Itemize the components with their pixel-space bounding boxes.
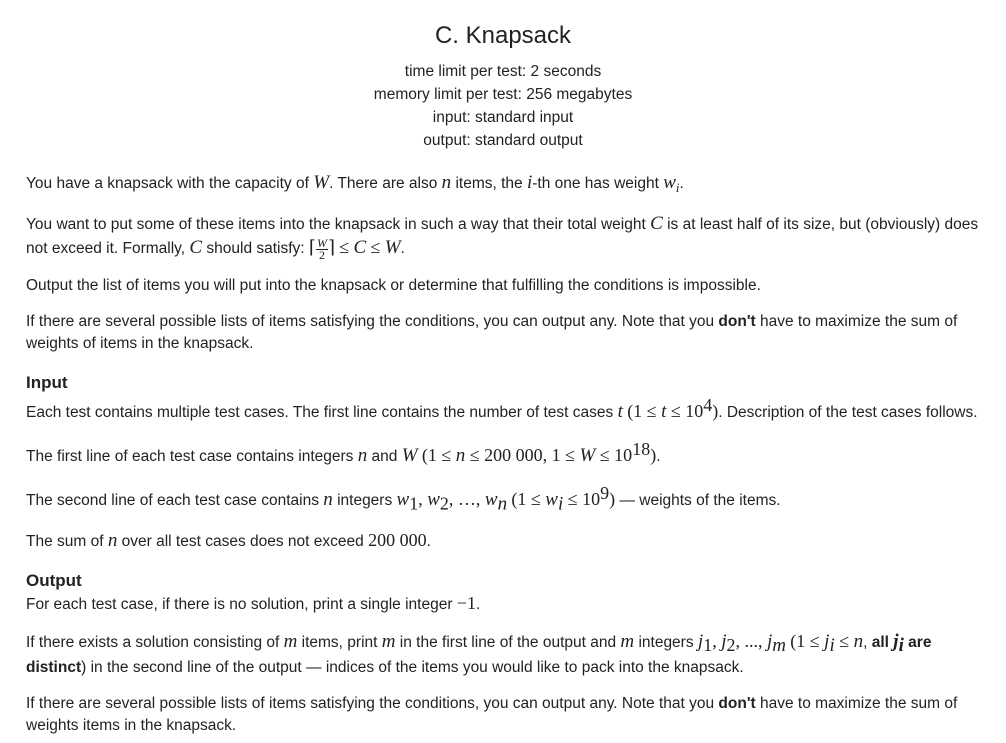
statement-paragraph-3: Output the list of items you will put into the knapsack or determine that fulfilling the conditions is impossible.	[26, 276, 761, 294]
math-expr: ≤ 10	[595, 444, 633, 465]
text: integers	[634, 634, 698, 652]
memory-limit: memory limit per test: 256 megabytes	[373, 86, 633, 103]
output-paragraph-2: If there exists a solution consisting of m items, print m in the first line of the output and m integers $j_1$, $j_2$, ..., $j_m$ ($1 \le j_i \le n$, all $j_i$ are distinct) in the second line of the output — indices of the items you would like to pack into the knapsack.	[26, 631, 932, 677]
frac-den: 2	[318, 247, 325, 262]
input-paragraph-3: The second line of each test case contains n integers $w_1$, $w_2$, …, $w_n$ $(1 \le w_i \le 10^9)$ — weights of the items.	[26, 482, 781, 515]
text: have to maximize the sum of weights items in the knapsack.	[26, 695, 958, 735]
math-var: m	[620, 631, 635, 653]
text: Each test contains multiple test cases. The first line contains the number of test cases	[26, 403, 618, 421]
math-sub: n	[497, 493, 508, 515]
math-var: W	[313, 172, 330, 193]
math-var: W	[401, 444, 418, 466]
math-sup: 9	[600, 482, 610, 503]
text: You want to put some of these items into the knapsack in such a way that their total weight	[26, 216, 651, 234]
math-var: w	[663, 172, 676, 193]
input-file: input: standard input	[432, 109, 574, 126]
input-paragraph-4: The sum of n over all test cases does not exceed 200 000.	[26, 530, 431, 552]
input-paragraph-1	[26, 394, 996, 424]
text: The first line of each test case contains integers	[26, 447, 358, 465]
statement-paragraph-2: You want to put some of these items into the knapsack in such a way that their total weight C is at least half of its size, but (obviously) does not exceed it. Formally, C should satisfy: ⌈ $\frac{W}{2}$ ⌉ ≤ C ≤ W.	[26, 213, 979, 262]
output-paragraph-3	[26, 693, 996, 737]
math-var: w	[396, 488, 410, 510]
math-var: t	[617, 400, 623, 422]
math-expr: ≤	[834, 631, 854, 652]
output-paragraph-1: For each test case, if there is no solution, print a single integer −1.	[26, 593, 481, 614]
input-heading: Input	[26, 372, 68, 392]
math-var: m	[381, 631, 396, 653]
text: over all test cases does not exceed	[117, 533, 369, 551]
math-expr: )	[609, 488, 616, 509]
math-expr: ≤ 10	[666, 400, 704, 421]
math-var: j	[766, 631, 773, 653]
text: in the first line of the output and	[395, 634, 621, 652]
text: integers	[332, 491, 397, 509]
text: . Description of the test cases follows.	[718, 403, 978, 421]
math-op: ≤	[339, 237, 350, 258]
text: If there are several possible lists of items satisfying the conditions, you can output any. Note that you	[26, 695, 719, 713]
math-var: W	[384, 237, 401, 259]
math-expr: )	[650, 444, 657, 465]
math-var: w	[427, 488, 440, 510]
output-file: output: standard output	[423, 132, 583, 149]
math-sub: i	[557, 493, 564, 515]
math-sub: i	[675, 180, 680, 196]
math-sub: i	[829, 635, 835, 657]
text: You have a knapsack with the capacity of	[26, 175, 314, 192]
text: For each test case, if there is no solution, print a single integer	[26, 596, 457, 614]
math-sup: 18	[632, 438, 651, 459]
math-var: n	[357, 444, 368, 466]
output-heading: Output	[26, 571, 82, 591]
math-expr: ,	[712, 631, 722, 652]
text: The sum of	[26, 533, 108, 551]
math-var: n	[107, 530, 118, 552]
problem-header	[0, 0, 1006, 152]
text: If there are several possible lists of items satisfying the conditions, you can output any. Note that you	[26, 312, 719, 330]
math-sub: i	[898, 635, 904, 657]
math-var: j	[721, 631, 727, 653]
text: items, the	[451, 175, 527, 192]
math-var: i	[526, 172, 533, 193]
statement-paragraph-4	[26, 311, 996, 355]
math-var: W	[579, 444, 596, 466]
math-expr: ≤ 200 000, 1 ≤	[465, 444, 580, 465]
problem-title: C. Knapsack	[434, 22, 572, 49]
math-expr: (1 ≤	[421, 444, 456, 465]
text: . There are also	[329, 175, 442, 192]
emphasis: don't	[718, 312, 756, 330]
text: should satisfy:	[202, 240, 309, 258]
math-sup: 4	[703, 394, 713, 415]
math-expr: (1 ≤	[627, 400, 662, 421]
text: If there exists a solution consisting of	[26, 634, 284, 652]
emphasis: are distinct	[26, 634, 932, 677]
text: — weights of the items.	[615, 491, 781, 509]
math-var: n	[853, 631, 864, 653]
text: and	[367, 447, 402, 465]
math-expr: ≤ 10	[563, 488, 601, 509]
math-expr: 200 000	[368, 530, 427, 551]
math-var: C	[189, 237, 203, 259]
math-expr: (1 ≤	[790, 631, 825, 652]
math-var: n	[455, 444, 466, 466]
fraction	[316, 235, 328, 262]
math-var: t	[661, 400, 667, 422]
text: -th one has weight	[532, 175, 664, 192]
math-expr: (1 ≤	[511, 488, 546, 509]
math-expr: −1	[456, 593, 476, 614]
statement-paragraph-1: You have a knapsack with the capacity of W. There are also n items, the i-th one has weight $w_i$.	[26, 172, 684, 196]
time-limit: time limit per test: 2 seconds	[404, 63, 602, 80]
math-var: C	[650, 213, 663, 235]
text: items, print	[297, 634, 382, 652]
emphasis: don't	[718, 695, 756, 713]
math-var: w	[545, 488, 558, 510]
math-var: w	[484, 488, 498, 510]
math-sub: m	[772, 635, 786, 657]
text: The second line of each test case contains	[26, 491, 324, 509]
math-expr: , …,	[448, 488, 485, 509]
math-var: j	[893, 631, 899, 653]
math-var: C	[353, 237, 367, 259]
math-op: ≤	[370, 237, 381, 258]
ceil-open: ⌈	[308, 237, 316, 258]
math-var: j	[824, 631, 830, 653]
emphasis: all	[871, 634, 894, 652]
math-var: m	[283, 631, 298, 653]
math-var: j	[697, 631, 704, 653]
text: have to maximize the sum of weights of items in the knapsack.	[26, 312, 958, 352]
math-expr: )	[712, 400, 719, 421]
text: is at least half of its size, but (obviously) does not exceed it. Formally,	[26, 216, 979, 258]
math-var: n	[323, 488, 333, 510]
frac-num: W	[316, 235, 327, 250]
math-expr: , ...,	[735, 631, 767, 652]
input-paragraph-2: The first line of each test case contains integers n and W (1 ≤ n ≤ 200 000, $1 \le W \le 10^{18}$).	[26, 438, 661, 466]
ceil-close: ⌉	[327, 237, 335, 258]
text: ) in the second line of the output — indices of the items you would like to pack into the knapsack.	[81, 659, 744, 677]
math-var: n	[441, 172, 452, 193]
